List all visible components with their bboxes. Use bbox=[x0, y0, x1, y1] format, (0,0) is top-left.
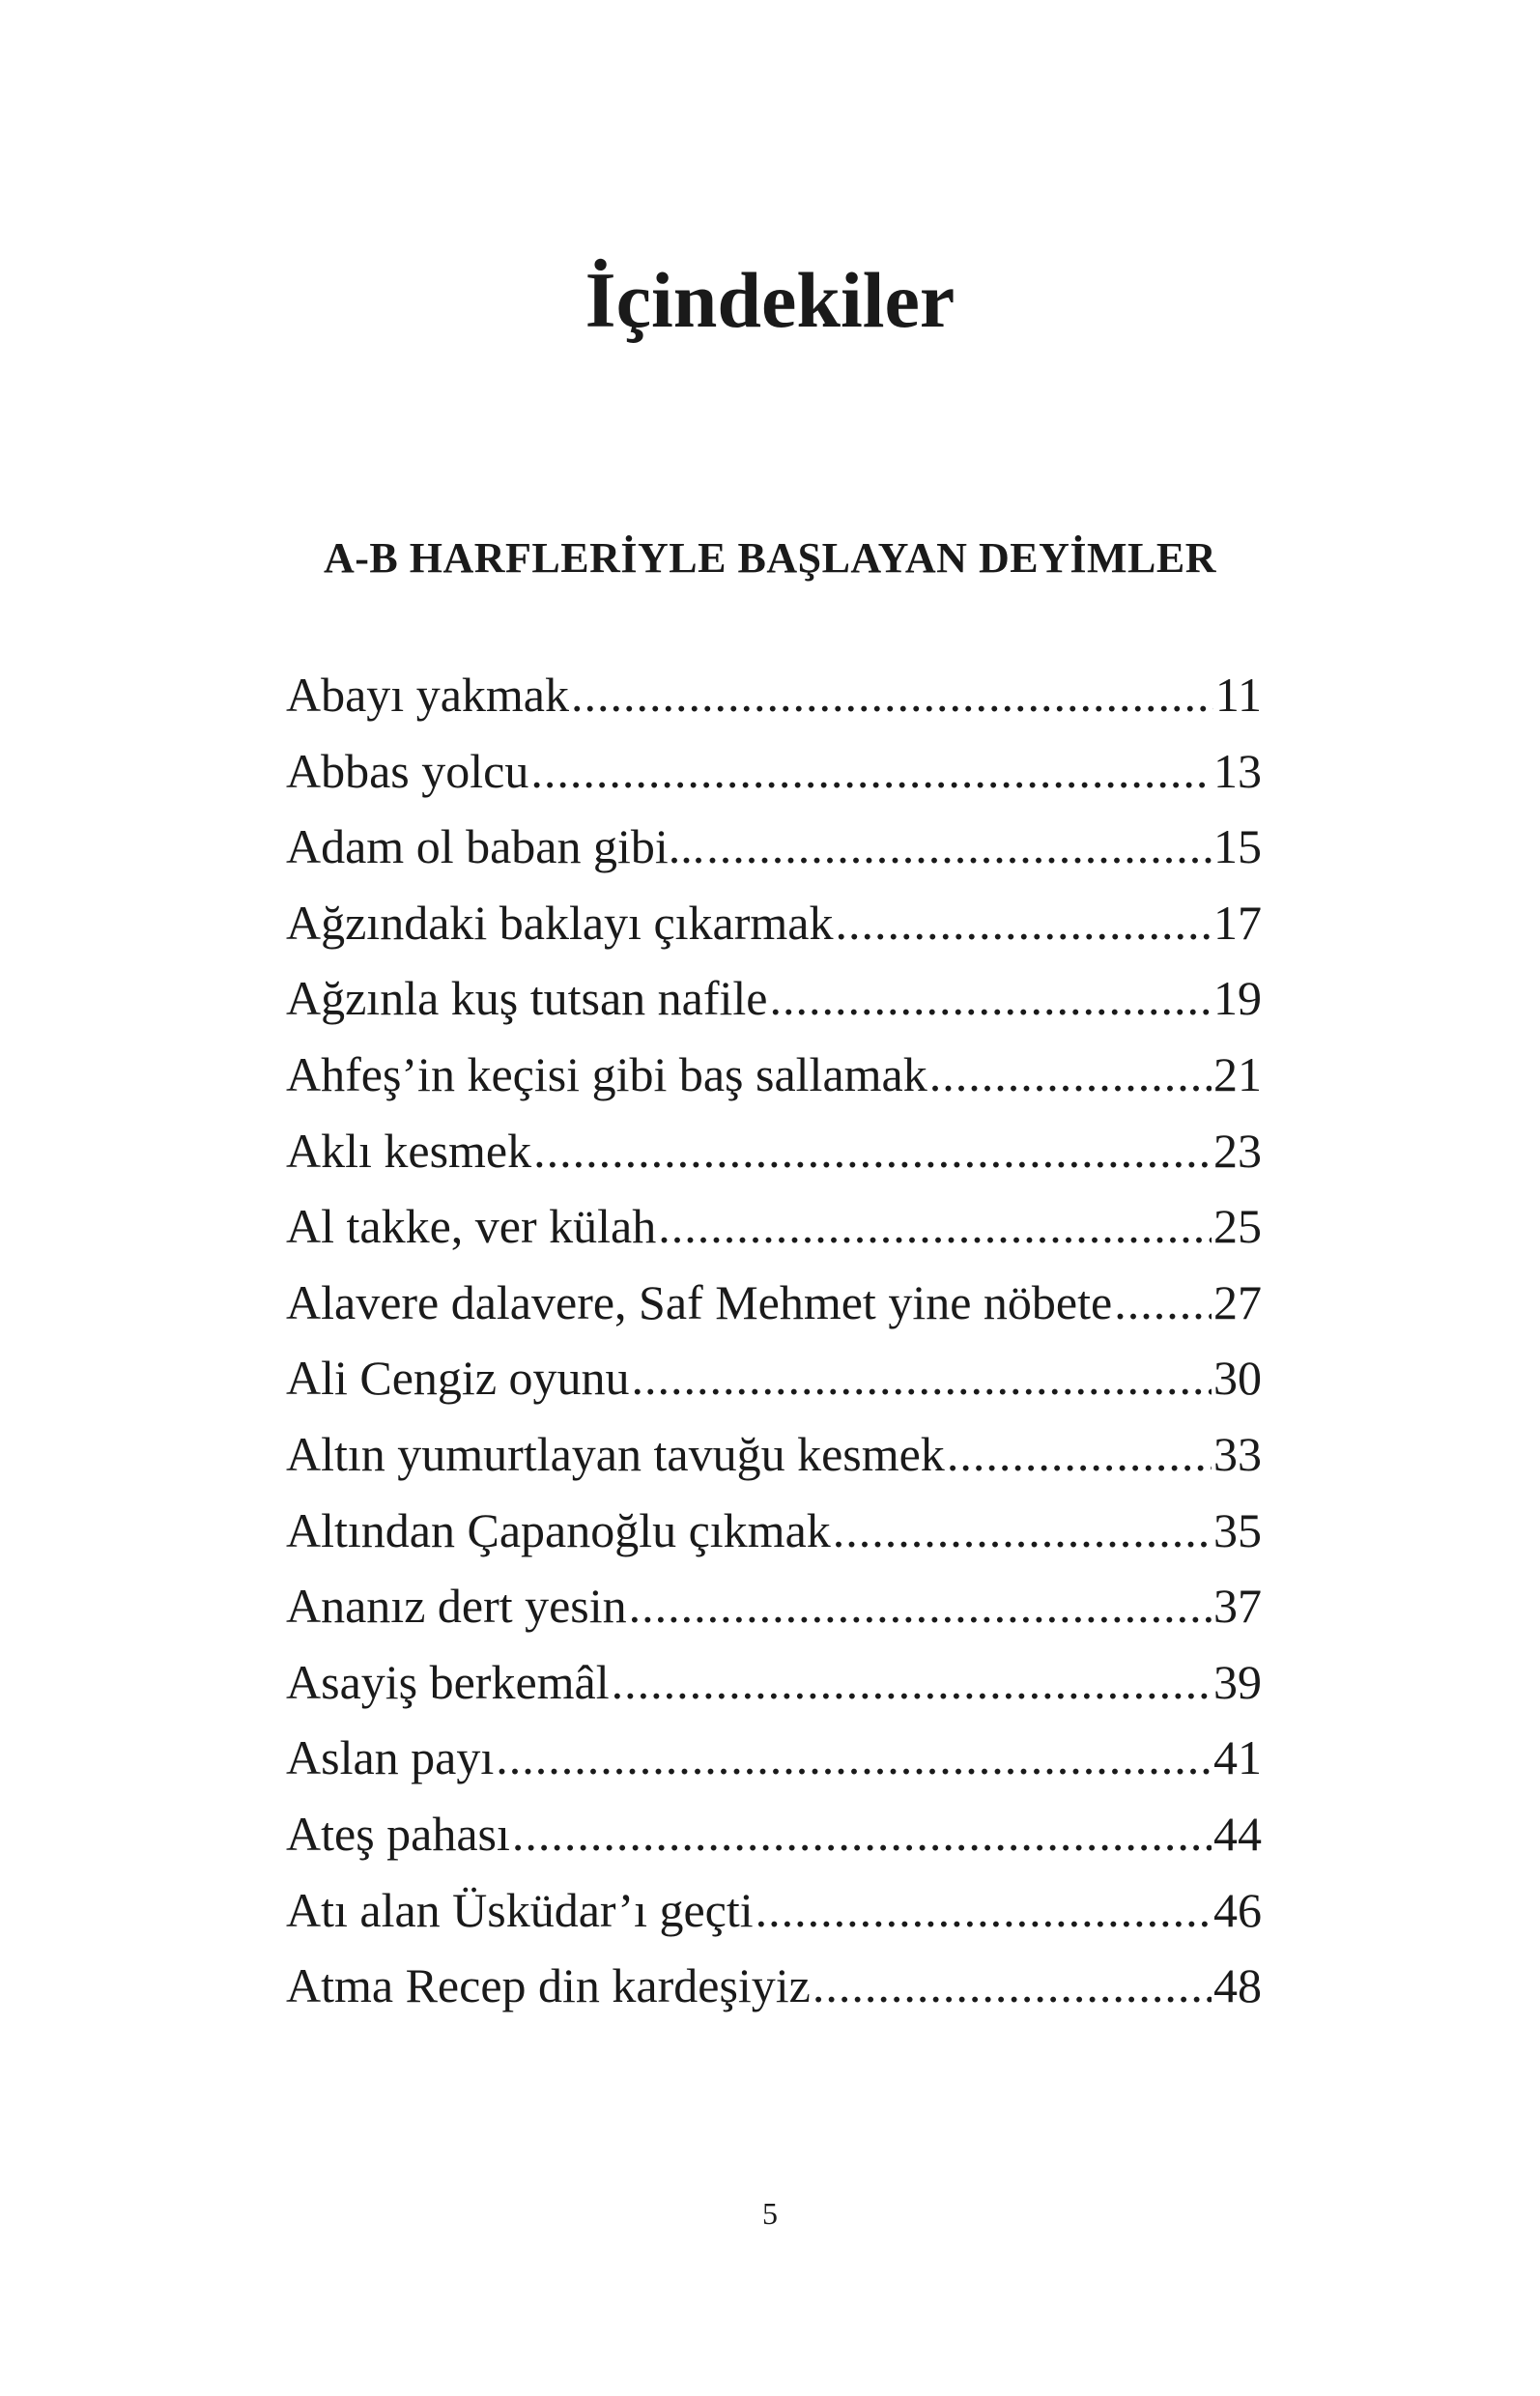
toc-entry[interactable] bbox=[286, 1265, 1262, 1341]
section-heading: A-B HARFLERİYLE BAŞLAYAN DEYİMLER bbox=[324, 534, 1216, 582]
toc-entry-page: 15 bbox=[1213, 819, 1262, 874]
toc-entry[interactable] bbox=[286, 1037, 1262, 1113]
toc-dot-leader bbox=[496, 1720, 1212, 1796]
toc-dot-leader bbox=[571, 657, 1213, 733]
toc-dot-leader bbox=[1114, 1265, 1212, 1341]
toc-entry-page: 46 bbox=[1213, 1882, 1262, 1937]
toc-entry-page: 23 bbox=[1213, 1123, 1262, 1178]
toc-entry-page: 11 bbox=[1214, 668, 1262, 722]
toc-entry-page: 25 bbox=[1213, 1199, 1262, 1254]
toc-entry-title: Ateş pahası bbox=[286, 1806, 510, 1861]
toc-entry[interactable] bbox=[286, 1720, 1262, 1796]
toc-entry-page: 27 bbox=[1213, 1274, 1262, 1329]
toc-entry[interactable] bbox=[286, 1340, 1262, 1416]
toc-entry-page: 21 bbox=[1213, 1046, 1262, 1101]
toc-entry-title: Atma Recep din kardeşiyiz bbox=[286, 1958, 811, 2013]
toc-entry-title: Altın yumurtlayan tavuğu kesmek bbox=[286, 1426, 945, 1481]
toc-entry-title: Aslan payı bbox=[286, 1730, 495, 1785]
toc-entry-page: 33 bbox=[1213, 1426, 1262, 1481]
toc-dot-leader bbox=[947, 1416, 1212, 1493]
toc-entry-title: Ağzınla kuş tutsan nafile bbox=[286, 971, 768, 1026]
toc-entry[interactable] bbox=[286, 809, 1262, 885]
toc-entry-page: 35 bbox=[1213, 1502, 1262, 1557]
toc-entry[interactable] bbox=[286, 733, 1262, 810]
toc-entry-page: 44 bbox=[1213, 1806, 1262, 1861]
toc-entry[interactable] bbox=[286, 1644, 1262, 1721]
toc-entry[interactable] bbox=[286, 1188, 1262, 1265]
toc-entry-title: Ali Cengiz oyunu bbox=[286, 1351, 630, 1406]
toc-dot-leader bbox=[756, 1872, 1212, 1949]
toc-entry-page: 30 bbox=[1213, 1351, 1262, 1406]
toc-entry-title: Abbas yolcu bbox=[286, 743, 529, 798]
toc-entry-title: Asayiş berkemâl bbox=[286, 1654, 610, 1709]
toc-dot-leader bbox=[658, 1188, 1212, 1265]
toc-dot-leader bbox=[833, 1493, 1212, 1569]
toc-entry[interactable] bbox=[286, 960, 1262, 1037]
toc-dot-leader bbox=[530, 733, 1212, 810]
table-of-contents bbox=[286, 657, 1262, 2024]
toc-entry-title: Abayı yakmak bbox=[286, 668, 569, 722]
toc-entry[interactable] bbox=[286, 1493, 1262, 1569]
toc-entry[interactable] bbox=[286, 1796, 1262, 1872]
toc-dot-leader bbox=[929, 1037, 1212, 1113]
toc-entry[interactable] bbox=[286, 885, 1262, 961]
toc-entry-page: 41 bbox=[1213, 1730, 1262, 1785]
toc-entry-page: 19 bbox=[1213, 971, 1262, 1026]
toc-dot-leader bbox=[629, 1568, 1212, 1644]
toc-dot-leader bbox=[632, 1340, 1212, 1416]
page-title: İçindekiler bbox=[585, 256, 955, 344]
toc-entry-title: Ağzındaki baklayı çıkarmak bbox=[286, 895, 834, 950]
toc-entry-title: Aklı kesmek bbox=[286, 1123, 532, 1178]
toc-entry-page: 13 bbox=[1213, 743, 1262, 798]
toc-entry-page: 48 bbox=[1213, 1958, 1262, 2013]
toc-entry-page: 37 bbox=[1213, 1579, 1262, 1634]
toc-entry-title: Adam ol baban gibi... bbox=[286, 819, 705, 874]
toc-entry-title: Altından Çapanoğlu çıkmak bbox=[286, 1502, 831, 1557]
toc-dot-leader bbox=[512, 1796, 1212, 1872]
toc-entry[interactable] bbox=[286, 1948, 1262, 2024]
toc-dot-leader bbox=[533, 1113, 1212, 1189]
page-number: 5 bbox=[762, 2196, 778, 2231]
toc-entry[interactable] bbox=[286, 1113, 1262, 1189]
toc-entry-title: Alavere dalavere, Saf Mehmet yine nöbete bbox=[286, 1274, 1113, 1329]
toc-entry-title: Ahfeş’in keçisi gibi baş sallamak bbox=[286, 1046, 927, 1101]
toc-entry-page: 17 bbox=[1213, 895, 1262, 950]
toc-dot-leader bbox=[770, 960, 1212, 1037]
toc-entry[interactable] bbox=[286, 1568, 1262, 1644]
toc-dot-leader bbox=[835, 885, 1212, 961]
toc-entry[interactable] bbox=[286, 1872, 1262, 1949]
toc-entry-title: Atı alan Üsküdar’ı geçti bbox=[286, 1882, 754, 1937]
toc-dot-leader bbox=[706, 809, 1212, 885]
toc-dot-leader bbox=[813, 1948, 1212, 2024]
toc-entry[interactable] bbox=[286, 657, 1262, 733]
toc-entry[interactable] bbox=[286, 1416, 1262, 1493]
toc-entry-title: Ananız dert yesin bbox=[286, 1579, 627, 1634]
toc-entry-page: 39 bbox=[1213, 1654, 1262, 1709]
toc-dot-leader bbox=[612, 1644, 1212, 1721]
toc-entry-title: Al takke, ver külah bbox=[286, 1199, 657, 1254]
